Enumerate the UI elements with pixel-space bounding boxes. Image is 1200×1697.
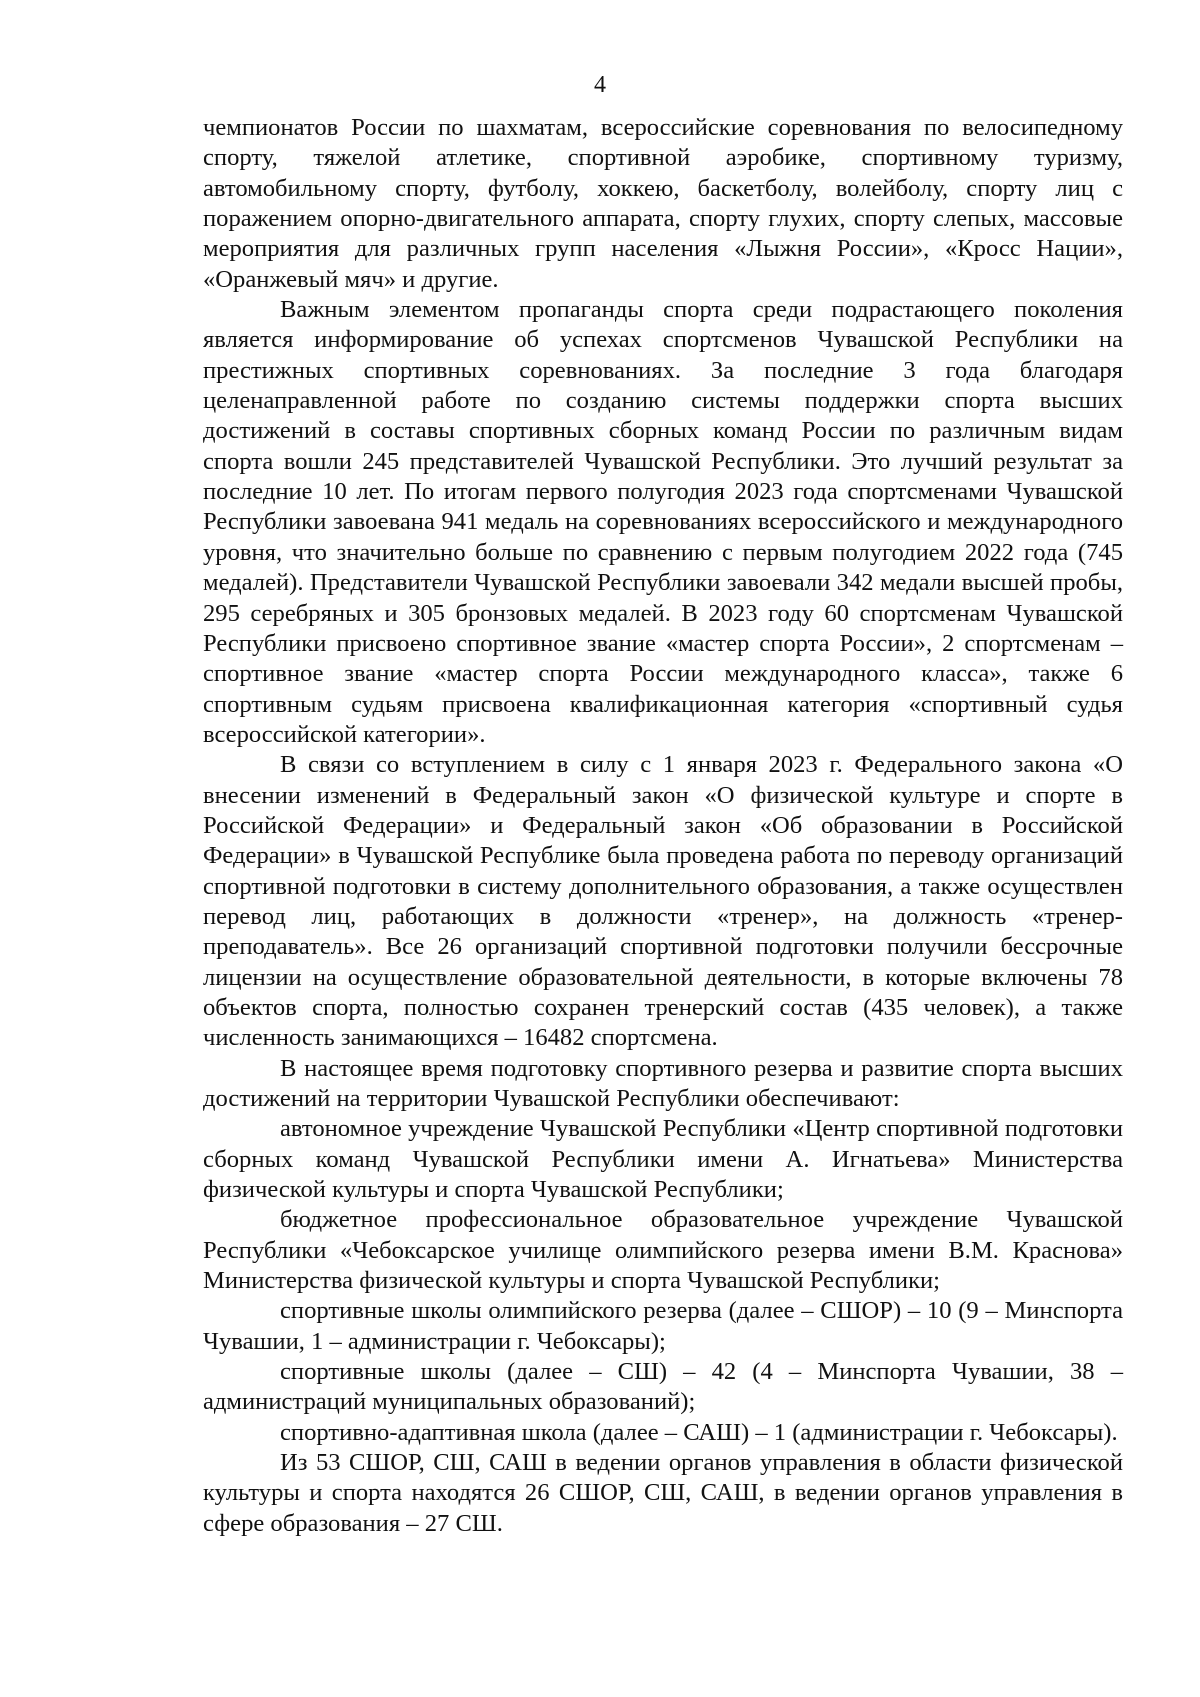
list-item-sash: спортивно-адаптивная школа (далее – САШ) – 1 (администрации г. Чебоксары).	[280, 1418, 1118, 1446]
paragraph-reserve-providers-intro: В настоящее время подготовку спортивного резерва и развитие спорта высших достижений на территории Чувашской Республики обеспечивают:	[203, 1054, 1123, 1112]
list-item-olympic-reserve-college: бюджетное профессиональное образовательное учреждение Чувашской Республики «Чебоксарское училище олимпийского резерва имени В.М. Краснова» Министерства физической культуры и спорта Чувашской Республики;	[203, 1206, 1123, 1295]
paragraph-sport-propaganda: Важным элементом пропаганды спорта среди подрастающего поколения является информирование об успехах спортсменов Чувашской Республики на престижных спортивных соревнованиях. За последние 3 года благодаря целенаправленной работе по созданию системы поддержки спорта высших достижений в составы спортивных сборных команд России по различным видам спорта вошли 245 представителей Чувашской Республики. Это лучший результат за последние 10 лет. По итогам первого полугодия 2023 года спортсменами Чувашской Республики завоевана 941 медаль на соревнованиях всероссийского и международного уровня, что значительно больше по сравнению с первым полугодием 2022 года (745 медалей). Представители Чувашской Республики завоевали 342 медали высшей пробы, 295 серебряных и 305 бронзовых медалей. В 2023 году 60 спортсменам Чувашской Республики присвоено спортивное звание «мастер спорта России», 2 спортсменам – спортивное звание «мастер спорта России международного класса», также 6 спортивным судьям присвоена квалификационная категория «спортивный судья всероссийской категории».	[203, 296, 1123, 748]
paragraph-championships-list: чемпионатов России по шахматам, всероссийские соревнования по велосипедному спорту, тяжелой атлетике, спортивной аэробике, спортивному туризму, автомобильному спорту, футболу, хоккею, баскетболу, волейболу, спорту лиц с поражением опорно-двигательного аппарата, спорту глухих, спорту слепых, массовые мероприятия для различных групп населения «Лыжня России», «Кросс Нации», «Оранжевый мяч» и другие.	[203, 114, 1123, 293]
paragraph-schools-management: Из 53 СШОР, СШ, САШ в ведении органов управления в области физической культуры и спорта находятся 26 СШОР, СШ, САШ, в ведении органов управления в сфере образования – 27 СШ.	[203, 1449, 1123, 1537]
list-item-ssh: спортивные школы (далее – СШ) – 42 (4 – Минспорта Чувашии, 38 – администраций муниципальных образований);	[203, 1358, 1123, 1416]
page-number: 4	[594, 72, 606, 98]
document-body	[203, 113, 1123, 1539]
list-item-ignatyev-center: автономное учреждение Чувашской Республики «Центр спортивной подготовки сборных команд Чувашской Республики имени А. Игнатьева» Министерства физической культуры и спорта Чувашской Республики;	[203, 1115, 1123, 1204]
paragraph-federal-law-transition: В связи со вступлением в силу с 1 января 2023 г. Федерального закона «О внесении изменений в Федеральный закон «О физической культуре и спорте в Российской Федерации» и Федеральный закон «Об образовании в Российской Федерации» в Чувашской Республике была проведена работа по переводу организаций спортивной подготовки в систему дополнительного образования, а также осуществлен перевод лиц, работающих в должности «тренер», на должность «тренер-преподаватель». Все 26 организаций спортивной подготовки получили бессрочные лицензии на осуществление образовательной деятельности, в которые включены 78 объектов спорта, полностью сохранен тренерский состав (435 человек), а также численность занимающихся – 16482 спортсмена.	[203, 751, 1123, 1052]
list-item-sshor: спортивные школы олимпийского резерва (далее – СШОР) – 10 (9 – Минспорта Чувашии, 1 – администрации г. Чебоксары);	[203, 1297, 1123, 1355]
